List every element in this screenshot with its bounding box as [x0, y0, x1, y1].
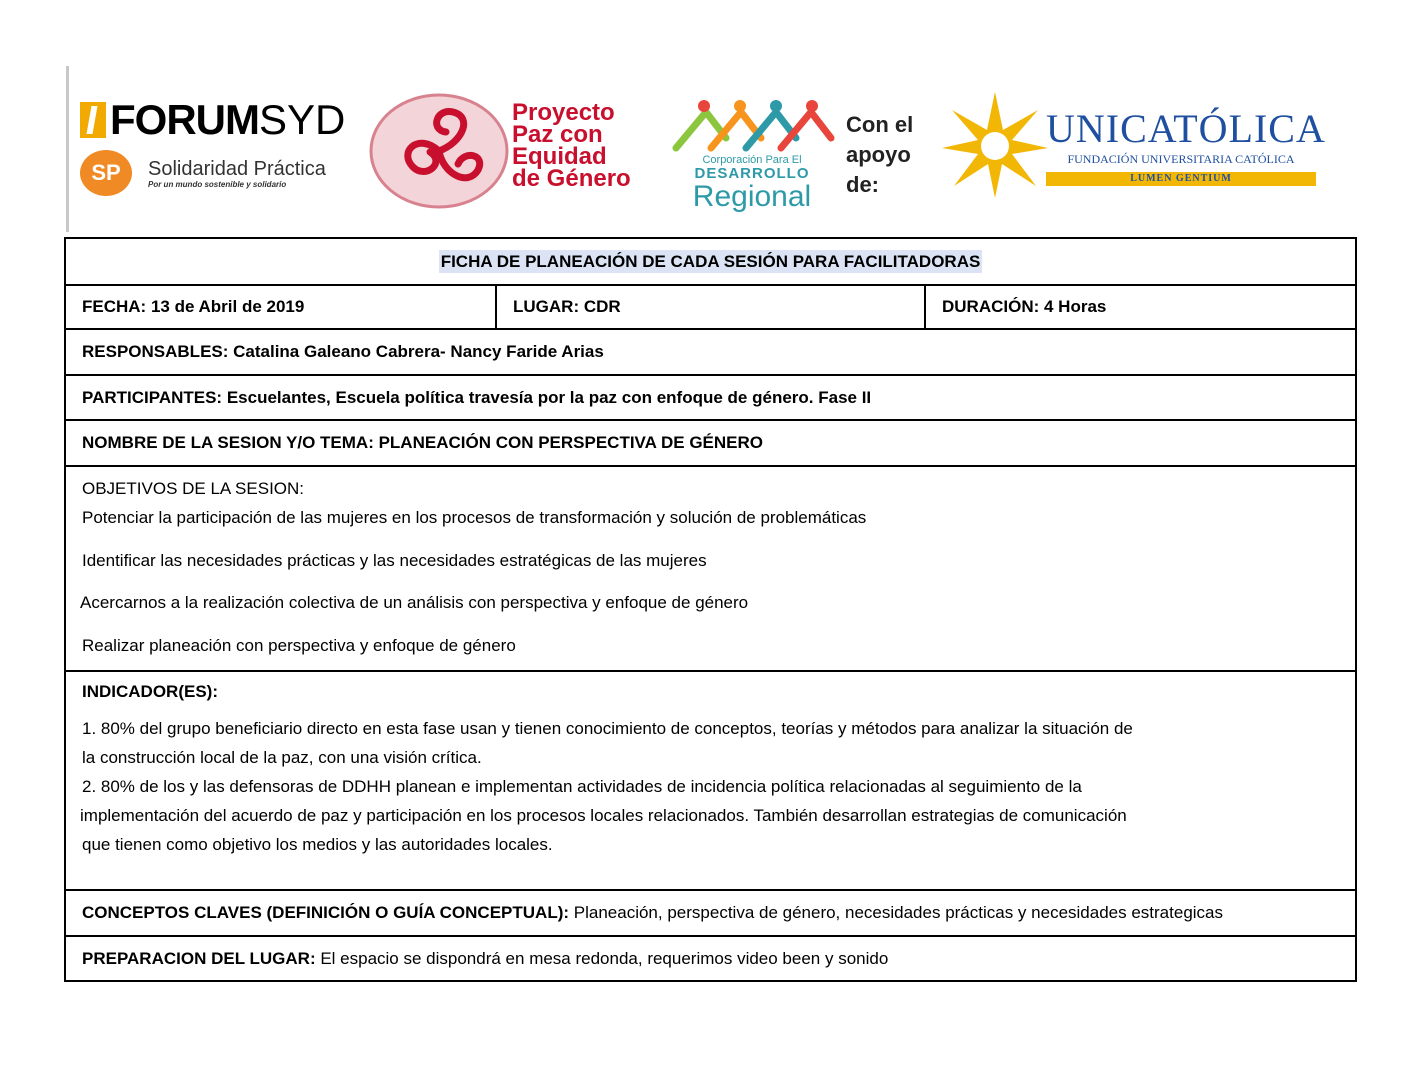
title-row	[65, 238, 1356, 285]
proyecto-line: Proyecto	[512, 99, 615, 126]
triskelion-icon	[368, 92, 510, 210]
nombre-sesion-row	[65, 420, 1356, 466]
forumsyd-wordmark	[80, 98, 345, 142]
participantes-cell	[65, 375, 1356, 420]
objetivo-item: Realizar planeación con perspectiva y enfoque de género	[82, 636, 516, 655]
fecha-text: FECHA: 13 de Abril de 2019	[82, 297, 305, 316]
forumsyd-forum-text: FORUM	[110, 96, 259, 143]
objetivo-item: Identificar las necesidades prácticas y las necesidades estratégicas de las mujeres	[82, 551, 707, 570]
preparacion-cell	[65, 936, 1356, 981]
form-title-cell	[65, 238, 1356, 285]
cdr-logo-text	[666, 154, 838, 212]
con-el-apoyo-text	[846, 110, 913, 200]
responsables-row	[65, 329, 1356, 375]
indicadores-body	[82, 714, 1355, 859]
preparacion-value: El espacio se dispondrá en mesa redonda, requerimos video been y sonido	[315, 948, 889, 968]
planning-form-table	[64, 237, 1357, 982]
cdr-line3: Regional	[692, 180, 812, 213]
info-row	[65, 285, 1356, 329]
nombre-sesion-cell	[65, 420, 1356, 466]
objetivos-label: OBJETIVOS DE LA SESION:	[82, 479, 305, 498]
responsables-cell	[65, 329, 1356, 375]
cdr-figures-icon	[666, 98, 836, 154]
objetivo-item: Acercarnos a la realización colectiva de un análisis con perspectiva y enfoque de género	[80, 593, 749, 612]
cdr-line1: Corporación Para El	[702, 154, 802, 166]
preparacion-row	[65, 936, 1356, 981]
duracion-text: DURACIÓN: 4 Horas	[942, 297, 1107, 316]
responsables-text: RESPONSABLES: Catalina Galeano Cabrera- Nancy Faride Arias	[82, 342, 604, 361]
solidaridad-practica-logo	[80, 150, 345, 196]
indicadores-label: INDICADOR(ES):	[82, 682, 218, 701]
proyecto-line: Equidad	[512, 143, 607, 170]
conceptos-value: Planeación, perspectiva de género, necesidades prácticas y necesidades estrategicas	[569, 903, 1223, 922]
fecha-cell	[65, 285, 496, 329]
sp-circle-icon: SP	[80, 150, 132, 196]
indicador-line: que tienen como objetivo los medios y las autoridades locales.	[82, 835, 553, 854]
nombre-sesion-text: NOMBRE DE LA SESION Y/O TEMA: PLANEACIÓN CON PERSPECTIVA DE GÉNERO	[82, 433, 764, 452]
form-title: FICHA DE PLANEACIÓN DE CADA SESIÓN PARA FACILITADORAS	[440, 251, 981, 271]
preparacion-label: PREPARACION DEL LUGAR:	[82, 948, 316, 968]
proyecto-paz-logo-text	[512, 99, 631, 192]
duracion-cell	[925, 285, 1356, 329]
indicador-line: 1. 80% del grupo beneficiario directo en esta fase usan y tienen conocimiento de conceptos, teorías y métodos para analizar la situación de	[82, 719, 1133, 738]
apoyo-line: Con el	[846, 112, 914, 137]
unicatolica-logo-text	[1046, 106, 1326, 186]
indicadores-cell	[65, 671, 1356, 890]
proyecto-line: de Género	[512, 165, 631, 192]
participantes-text: PARTICIPANTES: Escuelantes, Escuela política travesía por la paz con enfoque de género. Fase II	[82, 387, 872, 407]
objetivos-cell	[65, 466, 1356, 671]
objetivos-row	[65, 466, 1356, 671]
unicatolica-name: UNICATÓLICA	[1046, 106, 1326, 151]
cdr-line2: DESARROLLO	[694, 165, 810, 182]
unicatolica-motto: LUMEN GENTIUM	[1046, 172, 1316, 186]
forumsyd-syd-text: SYD	[258, 96, 346, 143]
forumsyd-logo	[80, 98, 345, 196]
unicatolica-foundation: FUNDACIÓN UNIVERSITARIA CATÓLICA	[1067, 152, 1295, 166]
forumsyd-mark-icon	[80, 102, 106, 138]
logo-banner	[66, 66, 1326, 232]
indicador-line: implementación del acuerdo de paz y participación en los procesos locales relacionados. También desarrollan estrategias de comunicación	[80, 806, 1127, 825]
indicador-line: la construcción local de la paz, con una visión crítica.	[82, 748, 482, 767]
conceptos-label: CONCEPTOS CLAVES (DEFINICIÓN O GUÍA CONCEPTUAL):	[82, 903, 570, 922]
conceptos-cell	[65, 890, 1356, 936]
indicadores-row	[65, 671, 1356, 890]
sp-title: Solidaridad Práctica	[148, 157, 326, 180]
conceptos-row	[65, 890, 1356, 936]
objetivo-item: Potenciar la participación de las mujeres en los procesos de transformación y solución de problemáticas	[82, 508, 867, 527]
indicador-line: 2. 80% de los y las defensoras de DDHH planean e implementan actividades de incidencia política relacionadas al seguimiento de la	[82, 777, 1082, 796]
banner-divider	[66, 66, 69, 232]
sp-subtitle: Por un mundo sostenible y solidario	[148, 179, 287, 189]
participantes-row	[65, 375, 1356, 420]
proyecto-line: Paz con	[512, 121, 603, 148]
apoyo-line: de:	[846, 172, 879, 197]
unicatolica-star-icon	[940, 90, 1050, 200]
apoyo-line: apoyo	[846, 142, 911, 167]
lugar-cell	[496, 285, 925, 329]
lugar-text: LUGAR: CDR	[513, 297, 621, 316]
